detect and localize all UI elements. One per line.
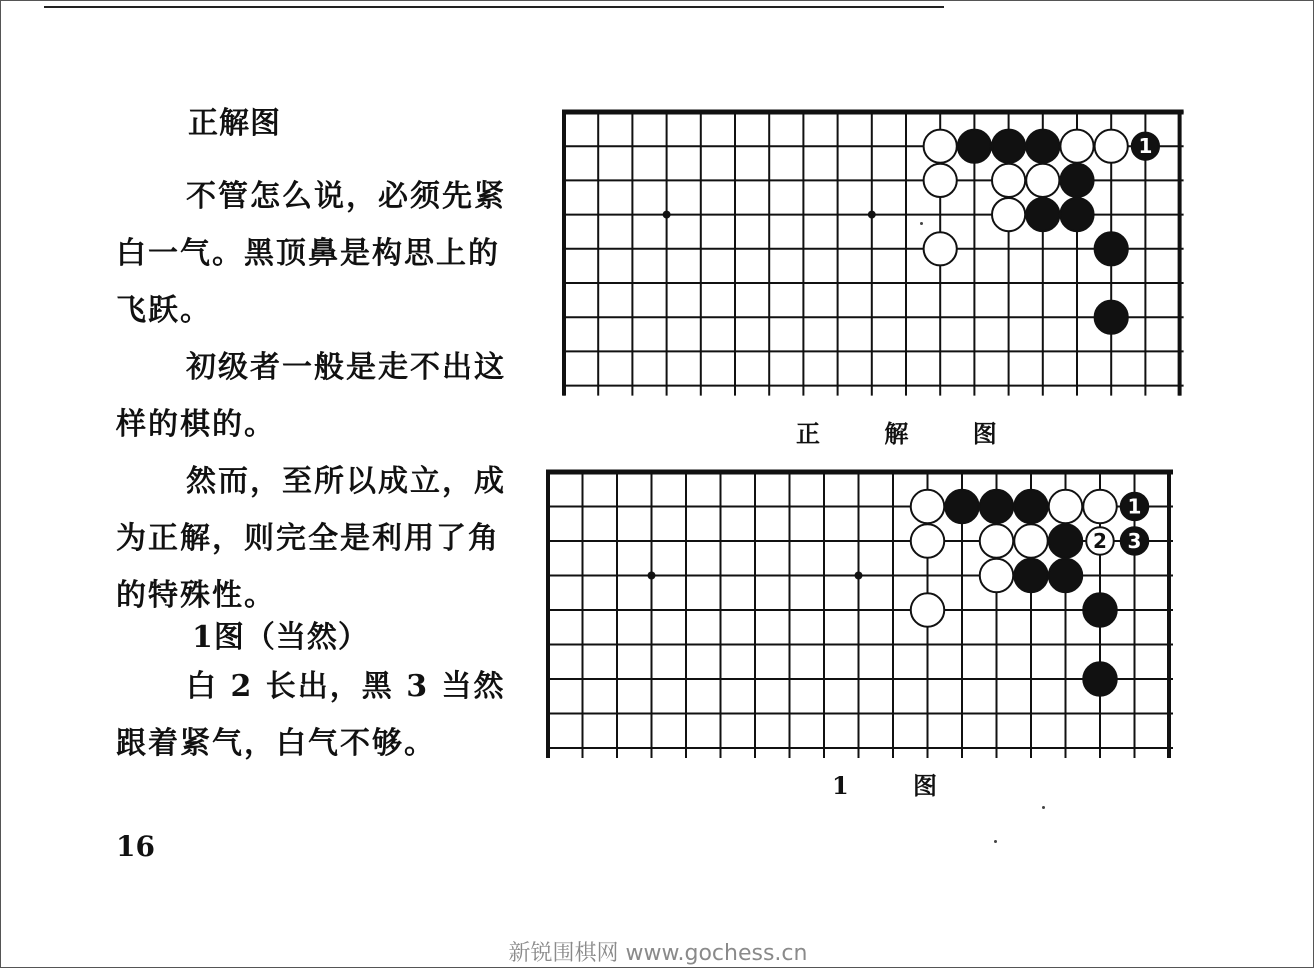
move-number: 2 — [1093, 529, 1107, 553]
stone-disc — [1049, 490, 1083, 524]
page-number: 16 — [116, 830, 155, 863]
star-point — [648, 572, 656, 580]
stone-disc — [1083, 662, 1117, 696]
stone-disc — [924, 232, 957, 265]
white-stone — [980, 524, 1014, 558]
black-stone — [1132, 133, 1159, 160]
white-stone — [1086, 527, 1114, 555]
footer-watermark: 新锐围棋网 www.gochess.cn — [508, 941, 808, 966]
black-stone — [1121, 527, 1149, 555]
white-stone — [1060, 130, 1093, 163]
black-stone — [1014, 490, 1048, 524]
stone-disc — [911, 490, 945, 524]
stone-disc — [1095, 130, 1128, 163]
black-stone — [1060, 198, 1093, 231]
black-stone — [1121, 493, 1149, 521]
black-stone — [992, 130, 1025, 163]
stone-disc — [1083, 490, 1117, 524]
white-stone — [1083, 490, 1117, 524]
stone-disc — [1060, 130, 1093, 163]
stone-disc — [1014, 524, 1048, 558]
white-stone — [911, 593, 945, 627]
black-stone — [1026, 130, 1059, 163]
stone-disc — [1049, 559, 1083, 593]
go-board-solution — [556, 100, 1186, 410]
white-stone — [1014, 524, 1048, 558]
white-stone — [924, 232, 957, 265]
move-number: 1 — [1127, 494, 1142, 519]
caption-figure-1: 1 图 — [832, 771, 966, 800]
black-stone — [1049, 559, 1083, 593]
stone-disc — [980, 559, 1014, 593]
move-number: 1 — [1138, 134, 1153, 159]
white-stone — [924, 164, 957, 197]
black-stone — [1060, 164, 1093, 197]
white-stone — [911, 490, 945, 524]
stone-disc — [1026, 164, 1059, 197]
stone-disc — [992, 164, 1025, 197]
black-stone — [1083, 593, 1117, 627]
go-board-figure-1 — [544, 460, 1178, 770]
stone-disc — [1026, 198, 1059, 231]
print-speck — [920, 222, 923, 225]
stone-disc — [958, 130, 991, 163]
paragraph-figure-1-block — [116, 658, 516, 772]
black-stone — [1049, 524, 1083, 558]
stone-disc — [1049, 524, 1083, 558]
white-stone — [1026, 164, 1059, 197]
star-point — [663, 211, 671, 219]
paragraph-solution — [116, 168, 516, 624]
stone-disc — [1014, 559, 1048, 593]
black-stone — [1095, 301, 1128, 334]
white-stone — [992, 198, 1025, 231]
print-speck — [994, 840, 997, 843]
black-stone — [958, 130, 991, 163]
star-point — [868, 211, 876, 219]
stone-disc — [1060, 198, 1093, 231]
white-stone — [1049, 490, 1083, 524]
paragraph-3: 然而，至所以成立，成为正解，则完全是利用了角的特殊性。 — [116, 464, 506, 613]
stone-disc — [1026, 130, 1059, 163]
top-rule — [44, 6, 944, 8]
stone-disc — [945, 490, 979, 524]
move-number: 3 — [1127, 529, 1142, 553]
stone-disc — [1014, 490, 1048, 524]
heading-figure-1: 1图（当然） — [192, 620, 369, 655]
stone-disc — [1083, 593, 1117, 627]
stone-disc — [911, 524, 945, 558]
black-stone — [1095, 232, 1128, 265]
black-stone — [1026, 198, 1059, 231]
stone-disc — [980, 490, 1014, 524]
black-stone — [980, 490, 1014, 524]
black-stone — [1014, 559, 1048, 593]
white-stone — [911, 524, 945, 558]
heading-solution: 正解图 — [188, 106, 281, 141]
paragraph-1: 不管怎么说，必须先紧白一气。黑顶鼻是构思上的飞跃。 — [116, 179, 506, 328]
star-point — [855, 572, 863, 580]
stone-disc — [924, 164, 957, 197]
stone-disc — [980, 524, 1014, 558]
black-stone — [945, 490, 979, 524]
white-stone — [1095, 130, 1128, 163]
caption-solution: 正 解 图 — [796, 419, 1025, 448]
paragraph-figure-1: 白 2 长出，黑 3 当然跟着紧气，白气不够。 — [116, 669, 506, 761]
print-speck — [1042, 806, 1045, 809]
black-stone — [1083, 662, 1117, 696]
stone-disc — [1095, 232, 1128, 265]
white-stone — [992, 164, 1025, 197]
stone-disc — [1060, 164, 1093, 197]
stone-disc — [924, 130, 957, 163]
paragraph-2: 初级者一般是走不出这样的棋的。 — [116, 350, 506, 442]
stone-disc — [1095, 301, 1128, 334]
stone-disc — [992, 130, 1025, 163]
stone-disc — [992, 198, 1025, 231]
white-stone — [980, 559, 1014, 593]
stone-disc — [911, 593, 945, 627]
white-stone — [924, 130, 957, 163]
